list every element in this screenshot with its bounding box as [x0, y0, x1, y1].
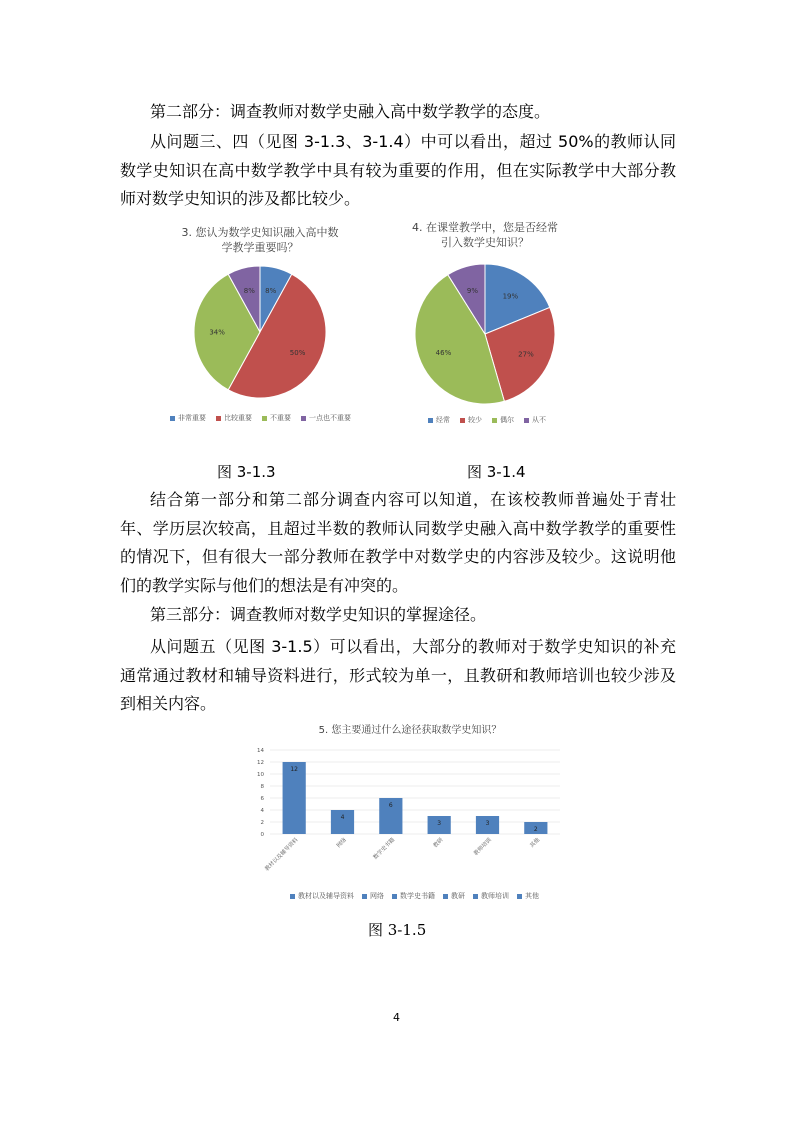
pie-2-slice-label-0: 19% [502, 292, 519, 301]
figure-caption-3-1-3: 图 3-1.3 [217, 463, 276, 481]
legend-2-label-0: 经常 [436, 416, 450, 424]
legend-3-swatch-2 [392, 894, 397, 899]
legend-3-label-1: 网络 [370, 892, 384, 900]
legend-3-item-4 [473, 891, 509, 901]
legend-3-label-3: 教研 [451, 892, 465, 900]
legend-2-swatch-0 [428, 418, 433, 423]
bar-value-label-4: 3 [485, 820, 490, 827]
bar-value-label-5: 2 [533, 826, 538, 833]
bar-chart [250, 742, 570, 882]
paragraph-section-3: 从问题五（见图 3-1.5）可以看出，大部分的教师对于数学史知识的补充通常通过教材和辅导资料进行，形式较为单一，且教研和教师培训也较少涉及到相关内容。 [120, 637, 676, 713]
bar-category-label-0: 教材以及辅导资料 [264, 837, 300, 873]
legend-3-label-0: 教材以及辅导资料 [298, 892, 354, 900]
legend-2-label-3: 从不 [532, 416, 546, 424]
pie-1-slice-label-3: 8% [243, 286, 255, 295]
paragraph-section-2: 从问题三、四（见图 3-1.3、3-1.4）中可以看出，超过 50%的教师认同数学史知识在高中数学教学中具有较为重要的作用，但在实际教学中大部分教师对数学史知识的涉及都比较少。 [120, 132, 676, 208]
legend-3-swatch-1 [362, 894, 367, 899]
bar-ytick-2: 4 [260, 808, 264, 814]
pie-chart-1 [180, 262, 340, 402]
legend-2-label-2: 偶尔 [500, 416, 514, 424]
legend-2-swatch-2 [492, 418, 497, 423]
bar-chart-legend [290, 891, 539, 901]
bar-ytick-4: 8 [260, 784, 264, 790]
pie-chart-2-legend [428, 415, 546, 425]
legend-1-item-2 [262, 413, 291, 423]
legend-3-item-1 [362, 891, 384, 901]
legend-2-item-2 [492, 415, 514, 425]
bar-value-label-2: 6 [388, 802, 393, 809]
legend-3-swatch-0 [290, 894, 295, 899]
legend-1-item-3 [301, 413, 351, 423]
legend-2-swatch-1 [460, 418, 465, 423]
pie-chart-2-title: 4. 在课堂教学中，您是否经常引入数学史知识？ [412, 221, 558, 249]
bar-value-label-0: 12 [290, 766, 298, 773]
pie-2-slice-label-2: 46% [435, 349, 452, 358]
legend-2-item-1 [460, 415, 482, 425]
bar-ytick-3: 6 [260, 796, 264, 802]
page-number: 4 [393, 1011, 400, 1024]
bar-ytick-0: 0 [260, 832, 264, 838]
legend-3-label-4: 教师培训 [481, 892, 509, 900]
bar-ytick-5: 10 [257, 772, 264, 778]
legend-3-label-5: 其他 [525, 892, 539, 900]
section-heading-2: 第二部分：调查教师对数学史融入高中数学教学的态度。 [150, 102, 551, 121]
bar-category-label-1: 网络 [335, 837, 348, 850]
paragraph-summary: 结合第一部分和第二部分调查内容可以知道，在该校教师普遍处于青壮年、学历层次较高，且超过半数的教师认同数学史融入高中数学教学的重要性的情况下，但有很大一部分教师在教学中对数学史的内容涉及较少。这说明他们的教学实际与他们的想法是有冲突的。 [120, 490, 676, 595]
pie-2-slice-label-1: 27% [518, 350, 534, 359]
legend-1-swatch-3 [301, 416, 306, 421]
legend-1-label-3: 一点也不重要 [309, 414, 351, 422]
legend-2-item-0 [428, 415, 450, 425]
legend-3-swatch-5 [517, 894, 522, 899]
legend-1-item-0 [170, 413, 206, 423]
legend-1-swatch-2 [262, 416, 267, 421]
legend-1-item-1 [216, 413, 252, 423]
pie-chart-2 [405, 260, 565, 410]
bar-category-label-4: 教师培训 [473, 837, 493, 857]
bar-ytick-1: 2 [260, 820, 264, 826]
bar-category-label-5: 其他 [529, 837, 542, 850]
pie-chart-1-legend [170, 413, 351, 423]
legend-1-label-1: 比较重要 [224, 414, 252, 422]
legend-2-swatch-3 [524, 418, 529, 423]
bar-ytick-7: 14 [257, 748, 264, 754]
legend-1-swatch-0 [170, 416, 175, 421]
pie-2-slice-label-3: 9% [466, 286, 478, 295]
legend-3-item-0 [290, 891, 354, 901]
legend-3-swatch-3 [443, 894, 448, 899]
pie-1-slice-label-2: 34% [209, 328, 225, 337]
pie-1-slice-label-0: 8% [265, 286, 277, 295]
legend-3-item-3 [443, 891, 465, 901]
bar-category-label-2: 数学史书籍 [372, 837, 397, 861]
pie-chart-1-title: 3. 您认为数学史知识融入高中数学教学重要吗？ [181, 226, 339, 254]
figure-caption-3-1-4: 图 3-1.4 [467, 463, 526, 481]
legend-3-item-2 [392, 891, 435, 901]
bar-value-label-1: 4 [340, 814, 345, 821]
bar-category-label-3: 教研 [432, 837, 445, 850]
section-heading-3: 第三部分：调查教师对数学史知识的掌握途径。 [150, 605, 487, 624]
bar-value-label-3: 3 [437, 820, 442, 827]
bar-ytick-6: 12 [257, 760, 264, 766]
figure-caption-3-1-5: 图 3-1.5 [368, 921, 427, 939]
legend-3-item-5 [517, 891, 539, 901]
legend-3-label-2: 数学史书籍 [400, 892, 435, 900]
legend-3-swatch-4 [473, 894, 478, 899]
legend-2-label-1: 较少 [468, 416, 482, 424]
pie-1-slice-label-1: 50% [289, 349, 306, 358]
legend-1-swatch-1 [216, 416, 221, 421]
legend-2-item-3 [524, 415, 546, 425]
legend-1-label-0: 非常重要 [178, 414, 206, 422]
legend-1-label-2: 不重要 [270, 414, 291, 422]
bar-chart-title: 5. 您主要通过什么途径获取数学史知识？ [318, 725, 502, 736]
